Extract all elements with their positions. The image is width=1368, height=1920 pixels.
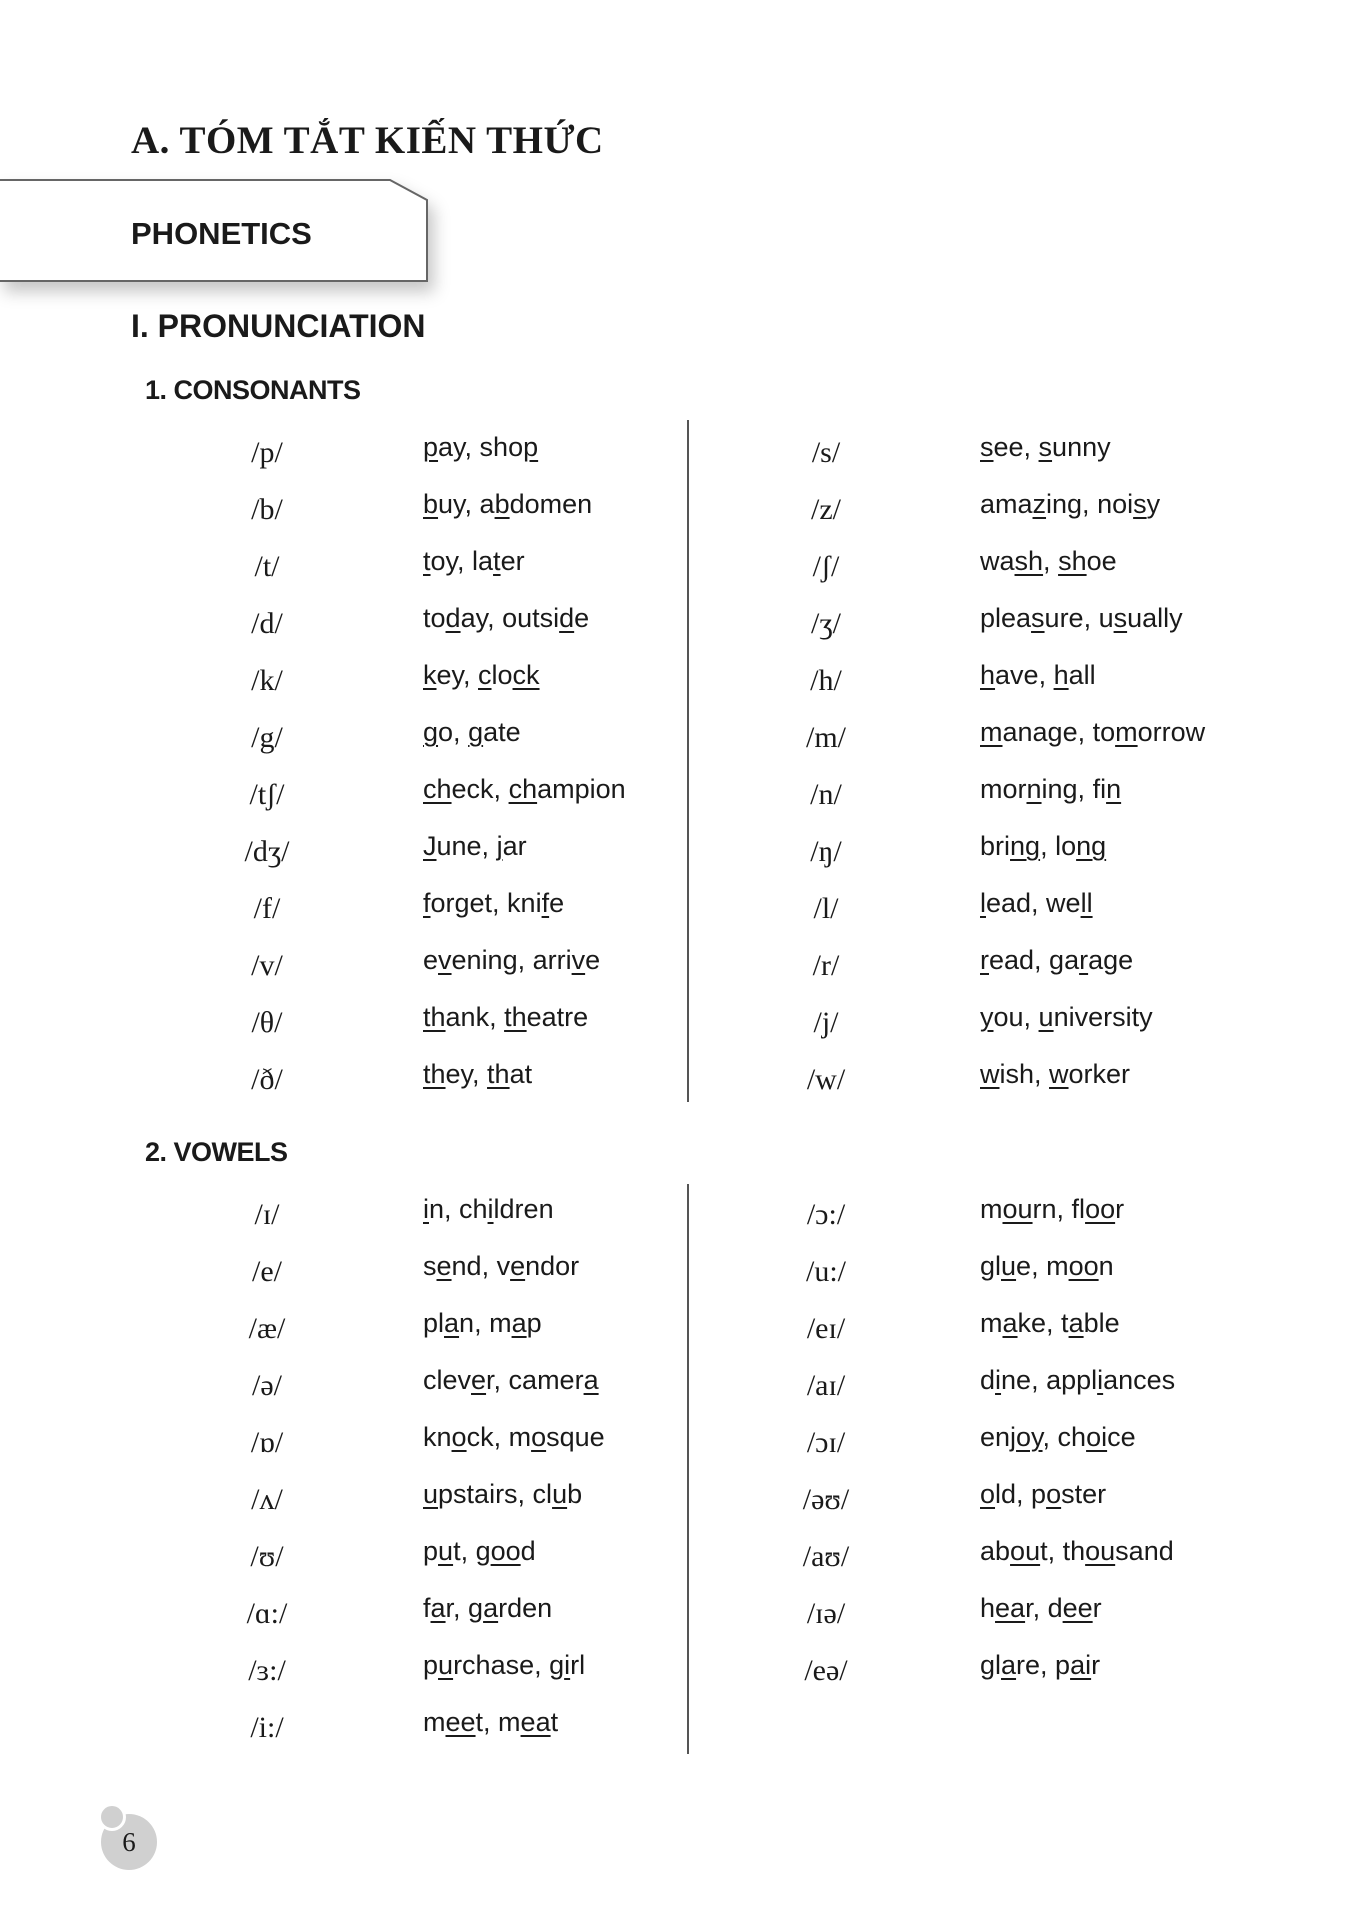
example-words: wish, worker [980,1059,1131,1089]
table-row [0,1365,1368,1422]
table-row [0,1479,1368,1536]
ipa-symbol: /n/ [810,778,842,811]
example-words: put, good [423,1536,536,1566]
table-row [0,1194,1368,1251]
example-words: purchase, girl [423,1650,586,1680]
example-words: bring, long [980,831,1107,861]
example-words: glue, moon [980,1251,1114,1281]
example-words: key, clock [423,660,540,690]
ipa-symbol: /tʃ/ [249,778,285,811]
example-words: thank, theatre [423,1002,589,1032]
table-row [0,1650,1368,1707]
ipa-symbol: /ɜ:/ [248,1654,286,1687]
example-words: lead, well [980,888,1093,918]
ipa-symbol: /ɑ:/ [246,1597,288,1630]
ipa-symbol: /s/ [811,436,841,469]
ipa-symbol: /t/ [254,550,280,583]
ipa-symbol: /w/ [806,1063,846,1096]
ipa-symbol: /d/ [251,607,283,640]
ipa-symbol: /b/ [251,493,283,526]
example-words: manage, tomorrow [980,717,1206,747]
example-words: knock, mosque [423,1422,605,1452]
ipa-symbol: /l/ [813,892,839,925]
ipa-symbol: /ɪə/ [806,1597,846,1630]
example-words: about, thousand [980,1536,1174,1566]
example-words: evening, arrive [423,945,601,975]
table-row [0,660,1368,717]
table-row [0,1707,1368,1764]
column-divider [687,1184,689,1754]
example-words: they, that [423,1059,533,1089]
ipa-symbol: /f/ [253,892,281,925]
ipa-symbol: /ə/ [252,1369,282,1402]
ipa-symbol: /ð/ [251,1063,283,1096]
example-words: morning, fin [980,774,1122,804]
table-row [0,1251,1368,1308]
example-words: enjoy, choice [980,1422,1136,1452]
example-words: see, sunny [980,432,1111,462]
example-words: June, jar [423,831,527,861]
ipa-symbol: /aʊ/ [802,1540,850,1573]
page-title: A. TÓM TẮT KIẾN THỨC [131,119,604,162]
example-words: clever, camera [423,1365,599,1395]
ipa-symbol: /ʃ/ [812,550,840,583]
example-words: today, outside [423,603,590,633]
ipa-symbol: /ɔ:/ [806,1198,846,1231]
ipa-symbol: /eɪ/ [806,1312,846,1345]
example-words: pleasure, usually [980,603,1183,633]
table-row [0,1308,1368,1365]
table-row [0,1536,1368,1593]
table-row [0,1059,1368,1116]
table-row [0,717,1368,774]
example-words: in, children [423,1194,554,1224]
vowels-heading: 2. VOWELS [145,1137,288,1167]
example-words: check, champion [423,774,626,804]
ipa-symbol: /aɪ/ [806,1369,846,1402]
table-row [0,774,1368,831]
example-words: hear, deer [980,1593,1102,1623]
ipa-symbol: /e/ [252,1255,282,1288]
ipa-symbol: /r/ [812,949,840,982]
example-words: upstairs, club [423,1479,583,1509]
ipa-symbol: /z/ [811,493,841,526]
ipa-symbol: /j/ [813,1006,839,1039]
ipa-symbol: /v/ [251,949,283,982]
ipa-symbol: /θ/ [251,1006,283,1039]
example-words: go, gate [423,717,521,747]
tab-label: PHONETICS [131,216,312,251]
example-words: far, garden [423,1593,553,1623]
ipa-symbol: /eə/ [804,1654,848,1687]
ipa-symbol: /g/ [251,721,283,754]
example-words: send, vendor [423,1251,580,1281]
page-number: 6 [101,1814,157,1870]
example-words: glare, pair [980,1650,1101,1680]
ipa-symbol: /əʊ/ [802,1483,850,1516]
table-row [0,546,1368,603]
table-row [0,489,1368,546]
table-row [0,1422,1368,1479]
example-words: forget, knife [423,888,565,918]
ipa-symbol: /i:/ [250,1711,284,1744]
ipa-symbol: /p/ [251,436,283,469]
table-row [0,1593,1368,1650]
example-words: buy, abdomen [423,489,593,519]
ipa-symbol: /ʊ/ [250,1540,284,1573]
example-words: old, poster [980,1479,1107,1509]
table-row [0,432,1368,489]
table-row [0,945,1368,1002]
ipa-symbol: /ɪ/ [254,1198,280,1231]
example-words: meet, meat [423,1707,559,1737]
column-divider [687,420,689,1102]
example-words: have, hall [980,660,1096,690]
consonants-heading: 1. CONSONANTS [145,375,361,405]
example-words: dine, appliances [980,1365,1176,1395]
ipa-symbol: /h/ [810,664,842,697]
table-row [0,888,1368,945]
example-words: read, garage [980,945,1134,975]
ipa-symbol: /ɔɪ/ [806,1426,846,1459]
section-heading: I. PRONUNCIATION [131,308,426,344]
ipa-symbol: /ŋ/ [810,835,842,868]
example-words: pay, shop [423,432,539,462]
ipa-symbol: /ɒ/ [250,1426,284,1459]
example-words: mourn, floor [980,1194,1125,1224]
ipa-symbol: /m/ [805,721,846,754]
ipa-symbol: /ʌ/ [251,1483,283,1516]
ipa-symbol: /dʒ/ [244,835,290,868]
table-row [0,831,1368,888]
example-words: plan, map [423,1308,542,1338]
example-words: you, university [980,1002,1153,1032]
example-words: wash, shoe [980,546,1117,576]
example-words: make, table [980,1308,1120,1338]
page-number-decoration [98,1803,126,1831]
example-words: amazing, noisy [980,489,1161,519]
table-row [0,603,1368,660]
ipa-symbol: /k/ [251,664,283,697]
table-row [0,1002,1368,1059]
ipa-symbol: /æ/ [248,1312,286,1345]
example-words: toy, later [423,546,525,576]
ipa-symbol: /u:/ [805,1255,846,1288]
ipa-symbol: /ʒ/ [811,607,841,640]
